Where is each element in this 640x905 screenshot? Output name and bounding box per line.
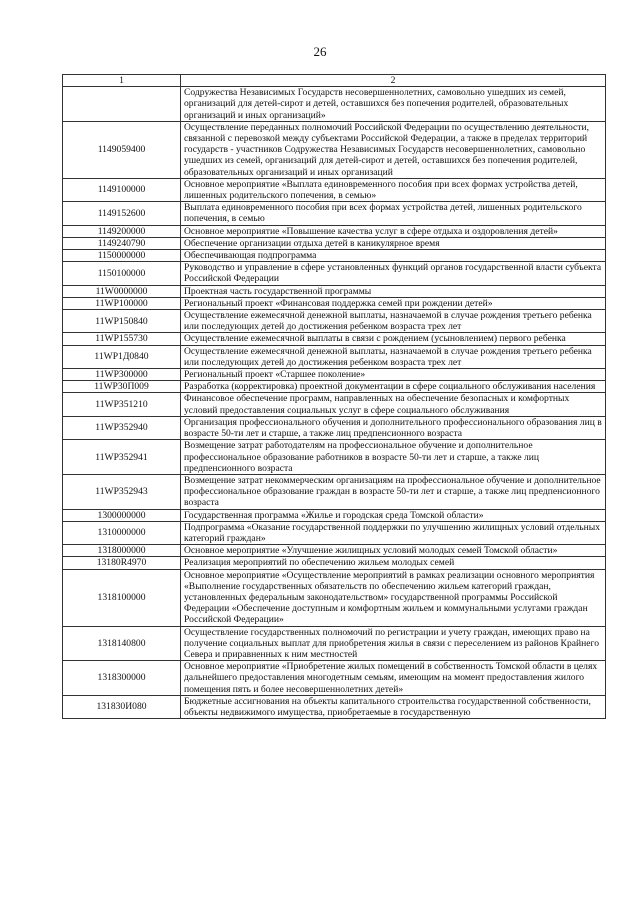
table-row [63, 237, 606, 249]
table-row [63, 297, 606, 309]
row-name: Реализация мероприятий по обеспечению жильем молодых семей [181, 557, 606, 569]
table-row [63, 262, 606, 285]
row-name: Осуществление государственных полномочий по регистрации и учету граждан, имеющих право на получение социальных выплат для приобретения жилья в связи с переселением из районов Крайнего Севера и приравненных к ним местностей [181, 626, 606, 661]
table-row [63, 416, 606, 439]
row-code: 1149152600 [63, 202, 181, 225]
table-row [63, 121, 606, 178]
row-name: Руководство и управление в сфере установленных функций органов государственной власти субъекта Российской Федерации [181, 262, 606, 285]
row-code: 1150100000 [63, 262, 181, 285]
row-name: Подпрограмма «Оказание государственной поддержки по улучшению жилищных условий отдельных категорий граждан» [181, 521, 606, 544]
row-code: 11WP155730 [63, 333, 181, 345]
row-code: 1318300000 [63, 661, 181, 696]
row-code: 1149059400 [63, 121, 181, 178]
row-code: 1149100000 [63, 178, 181, 201]
row-code: 1150000000 [63, 250, 181, 262]
table-row [63, 369, 606, 381]
row-code: 11WP100000 [63, 297, 181, 309]
row-name: Региональный проект «Финансовая поддержка семей при рождении детей» [181, 297, 606, 309]
row-code: 1149240790 [63, 237, 181, 249]
table-header-row [63, 75, 606, 87]
table-row [63, 626, 606, 661]
row-name: Возмещение затрат работодателям на профессиональное обучение и дополнительное профессиональное образование работников в возрасте 50-ти лет и старше, а также лиц предпенсионного возраста [181, 440, 606, 475]
table-row [63, 178, 606, 201]
table-row [63, 569, 606, 626]
row-code: 11WP351210 [63, 393, 181, 416]
budget-code-table [62, 74, 606, 719]
table-row [63, 695, 606, 718]
row-name: Бюджетные ассигнования на объекты капитального строительства государственной собственности, объекты недвижимого имущества, приобретаемые в государственную [181, 695, 606, 718]
table-row [63, 381, 606, 393]
table-row [63, 545, 606, 557]
row-name: Основное мероприятие «Повышение качества услуг в сфере отдыха и оздоровления детей» [181, 225, 606, 237]
row-code: 11WP1Д0840 [63, 345, 181, 368]
row-code: 11WP300000 [63, 369, 181, 381]
row-code: 11WP150840 [63, 310, 181, 333]
row-code: 1300000000 [63, 509, 181, 521]
table-row [63, 521, 606, 544]
row-name: Обеспечивающая подпрограмма [181, 250, 606, 262]
row-name: Финансовое обеспечение программ, направленных на обеспечение безопасных и комфортных условий предоставления социальных услуг в сфере социального обслуживания [181, 393, 606, 416]
table-row [63, 393, 606, 416]
row-code: 11WP30П009 [63, 381, 181, 393]
row-code: 11WP352943 [63, 474, 181, 509]
table-row [63, 661, 606, 696]
row-name: Основное мероприятие «Выплата единовременного пособия при всех формах устройства детей, лишенных родительского попечения, в семью» [181, 178, 606, 201]
table-row [63, 333, 606, 345]
row-name: Осуществление ежемесячной денежной выплаты, назначаемой в случае рождения третьего ребенка или последующих детей до достижения ребенком возраста трех лет [181, 345, 606, 368]
row-name: Содружества Независимых Государств несовершеннолетних, самовольно ушедших из семей, организаций для детей-сирот и детей, оставшихся без попечения родителей, образовательных организаций и иных организаций» [181, 87, 606, 122]
row-code: 131830И080 [63, 695, 181, 718]
column-header-name: 2 [181, 75, 606, 87]
table-row [63, 250, 606, 262]
row-name: Региональный проект «Старшее поколение» [181, 369, 606, 381]
table-row [63, 345, 606, 368]
row-code: 11WP352940 [63, 416, 181, 439]
row-code: 11W0000000 [63, 285, 181, 297]
table-row [63, 509, 606, 521]
table-row [63, 202, 606, 225]
row-name: Обеспечение организации отдыха детей в каникулярное время [181, 237, 606, 249]
row-name: Разработка (корректировка) проектной документации в сфере социального обслуживания населения [181, 381, 606, 393]
table-row [63, 440, 606, 475]
row-code: 1310000000 [63, 521, 181, 544]
row-code: 1318100000 [63, 569, 181, 626]
row-code: 1149200000 [63, 225, 181, 237]
row-name: Основное мероприятие «Приобретение жилых помещений в собственность Томской области в целях дальнейшего предоставления многодетным семьям, имеющим на момент предоставления жилого помещения пять и более несовершеннолетних детей» [181, 661, 606, 696]
table-row [63, 285, 606, 297]
row-name: Осуществление ежемесячной денежной выплаты, назначаемой в случае рождения третьего ребенка или последующих детей до достижения ребенком возраста трех лет [181, 310, 606, 333]
table-row [63, 310, 606, 333]
row-name: Возмещение затрат некоммерческим организациям на профессиональное обучение и дополнительное профессиональное образование граждан в возрасте 50-ти лет и старше, а также лиц предпенсионного возраста [181, 474, 606, 509]
row-code: 13180R4970 [63, 557, 181, 569]
column-header-code: 1 [63, 75, 181, 87]
row-name: Осуществление ежемесячной выплаты в связи с рождением (усыновлением) первого ребенка [181, 333, 606, 345]
table-row [63, 87, 606, 122]
row-code: 1318140800 [63, 626, 181, 661]
row-name: Государственная программа «Жилье и городская среда Томской области» [181, 509, 606, 521]
row-name: Выплата единовременного пособия при всех формах устройства детей, лишенных родительского попечения, в семью [181, 202, 606, 225]
row-code [63, 87, 181, 122]
page-number: 26 [313, 44, 327, 59]
table-row [63, 474, 606, 509]
row-name: Основное мероприятие «Улучшение жилищных условий молодых семей Томской области» [181, 545, 606, 557]
table-row [63, 225, 606, 237]
row-code: 1318000000 [63, 545, 181, 557]
row-code: 11WP352941 [63, 440, 181, 475]
row-name: Осуществление переданных полномочий Российской Федерации по осуществлению деятельности, связанной с перевозкой между субъектами Российской Федерации, а также в пределах территорий государств - участников Содружества Независимых Государств несовершеннолетних, самовольно ушедших из семей, организаций для детей-сирот и детей, оставшихся без попечения родителей, образовательных организаций и иных организаций [181, 121, 606, 178]
table-row [63, 557, 606, 569]
row-name: Основное мероприятие «Осуществление мероприятий в рамках реализации основного мероприятия «Выполнение государственных обязательств по обеспечению жильем категорий граждан, установленных федеральным законодательством» государственной программы Российской Федерации «Обеспечение доступным и комфортным жильем и коммунальными услугами граждан Российской Федерации» [181, 569, 606, 626]
row-name: Организация профессионального обучения и дополнительного профессионального образования лиц в возрасте 50-ти лет и старше, а также лиц предпенсионного возраста [181, 416, 606, 439]
row-name: Проектная часть государственной программы [181, 285, 606, 297]
